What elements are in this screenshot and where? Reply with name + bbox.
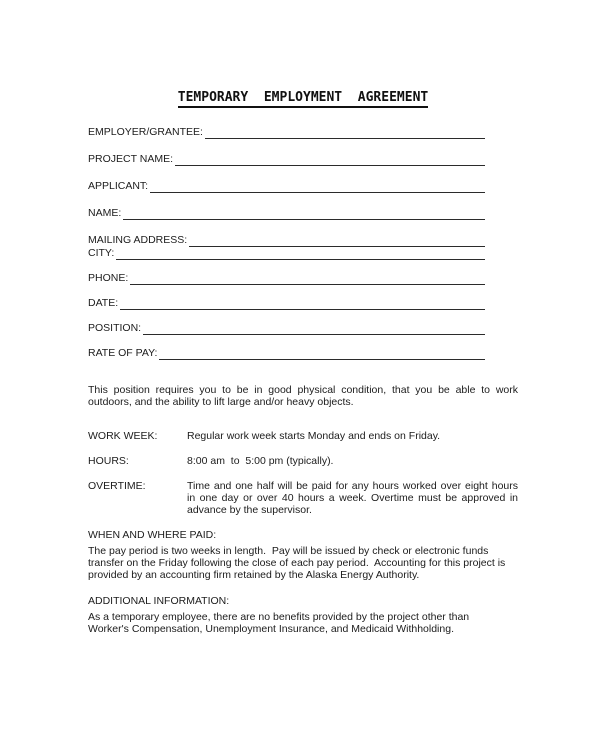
fill-in-line — [205, 126, 485, 139]
section-body: The pay period is two weeks in length. Pay will be issued by check or electronic funds transfer on the Friday following the close of each pay period. Accounting for this project is provided by an accounting firm retained by the Alaska Energy Authority. — [88, 545, 506, 581]
field-row-position — [88, 322, 485, 335]
document-title — [88, 88, 518, 106]
field-label: POSITION: — [88, 322, 142, 334]
fill-in-line — [120, 297, 485, 310]
field-row-rate-of-pay — [88, 347, 485, 360]
schedule-row-overtime — [88, 480, 518, 516]
field-row-employer-grantee — [88, 126, 485, 139]
field-label: PHONE: — [88, 272, 129, 284]
document-content — [88, 88, 518, 635]
schedule-row-work-week — [88, 430, 518, 442]
field-label: NAME: — [88, 207, 122, 219]
fill-in-line — [143, 322, 485, 335]
field-label: APPLICANT: — [88, 180, 149, 192]
schedule-term: OVERTIME: — [88, 480, 146, 492]
fill-in-line — [159, 347, 485, 360]
form-fields — [88, 126, 485, 360]
section-heading: ADDITIONAL INFORMATION: — [88, 595, 230, 607]
section-additional-information — [88, 595, 518, 635]
fill-in-line — [150, 180, 485, 193]
field-row-phone — [88, 272, 485, 285]
fill-in-line — [175, 153, 485, 166]
field-row-date — [88, 297, 485, 310]
field-label: MAILING ADDRESS: — [88, 234, 188, 246]
fill-in-line — [189, 234, 485, 247]
field-row-name — [88, 207, 485, 220]
schedule-description: 8:00 am to 5:00 pm (typically). — [187, 455, 334, 467]
field-label: DATE: — [88, 297, 119, 309]
schedule-term: HOURS: — [88, 455, 129, 467]
field-row-project-name — [88, 153, 485, 166]
field-label: RATE OF PAY: — [88, 347, 158, 359]
schedule-list — [88, 430, 518, 516]
document-title-text: TEMPORARY EMPLOYMENT AGREEMENT — [178, 90, 428, 108]
field-row-mailing-address — [88, 234, 485, 247]
fill-in-line — [123, 207, 485, 220]
schedule-description: Regular work week starts Monday and ends on Friday. — [187, 430, 441, 442]
field-label: PROJECT NAME: — [88, 153, 173, 165]
field-row-applicant — [88, 180, 485, 193]
field-row-city — [88, 247, 485, 260]
fill-in-line — [116, 247, 485, 260]
field-label: CITY: — [88, 247, 115, 259]
section-heading: WHEN AND WHERE PAID: — [88, 529, 217, 541]
schedule-term: WORK WEEK: — [88, 430, 158, 442]
schedule-row-hours — [88, 455, 518, 467]
schedule-description: Time and one half will be paid for any hours worked over eight hours in one day or over 40 hours a week. Overtime must be approved in advance by the supervisor. — [187, 480, 518, 516]
intro-paragraph: This position requires you to be in good physical condition, that you be able to work outdoors, and the ability to lift large and/or heavy objects. — [88, 384, 518, 408]
section-body: As a temporary employee, there are no benefits provided by the project other than Worker's Compensation, Unemployment Insurance, and Medicaid Withholding. — [88, 611, 470, 635]
fill-in-line — [130, 272, 485, 285]
section-when-and-where-paid — [88, 529, 518, 581]
field-label: EMPLOYER/GRANTEE: — [88, 126, 203, 138]
